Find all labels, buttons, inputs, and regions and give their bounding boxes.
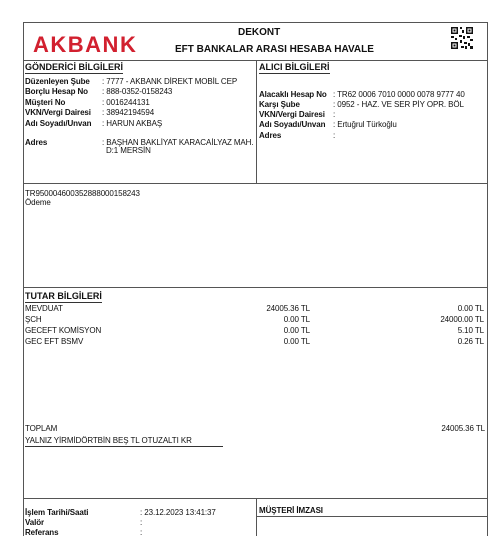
sender-value-name: : HARUN AKBAŞ — [102, 119, 163, 128]
in-words-underline — [25, 446, 223, 447]
amount-col2-commission: 5.10 TL — [457, 326, 484, 335]
amount-label-deposit: MEVDUAT — [25, 304, 63, 313]
sender-label-customer-no: Müşteri No — [25, 98, 66, 107]
receiver-value-address: : — [333, 131, 336, 140]
receiver-value-name: : Ertuğrul Türkoğlu — [333, 120, 397, 129]
sender-value-account: : 888-0352-0158243 — [102, 87, 173, 96]
description-iban: TR950004600352888000158243 — [25, 189, 140, 198]
info-vertical-divider — [256, 60, 257, 184]
akbank-logo: AKBANK — [33, 32, 138, 57]
amount-col1-commission: 0.00 TL — [283, 326, 310, 335]
amount-col2-deposit: 0.00 TL — [457, 304, 484, 313]
amount-label-bsmv: GEC EFT BSMV — [25, 337, 84, 346]
footer-value-datetime: : 23.12.2023 13:41:37 — [140, 508, 216, 517]
receiver-label-name: Adı Soyadı/Unvan — [259, 120, 326, 129]
footer-label-datetime: İşlem Tarihi/Saati — [25, 508, 89, 517]
amount-label-commission: GECEFT KOMİSYON — [25, 326, 102, 335]
footer-vertical-divider — [256, 498, 257, 536]
footer-label-value-date: Valör — [25, 518, 45, 527]
receiver-value-tax: : — [333, 110, 336, 119]
signature-heading: MÜŞTERİ İMZASI — [259, 506, 323, 515]
frame-right — [487, 22, 488, 536]
frame-top — [23, 22, 488, 23]
amount-col1-sch: 0.00 TL — [283, 315, 310, 324]
receiver-label-address: Adres — [259, 131, 282, 140]
amounts-heading: TUTAR BİLGİLERİ — [25, 291, 102, 301]
receiver-value-account: : TR62 0006 7010 0000 0078 9777 40 — [333, 90, 465, 99]
receiver-label-account: Alacaklı Hesap No — [259, 90, 327, 99]
frame-left — [23, 22, 24, 536]
document-subtitle: EFT BANKALAR ARASI HESABA HAVALE — [175, 44, 374, 55]
receiver-label-tax: VKN/Vergi Dairesi — [259, 110, 325, 119]
sender-value-branch: : 7777 - AKBANK DİREKT MOBİL CEP — [102, 77, 238, 86]
receiver-label-branch: Karşı Şube — [259, 100, 300, 109]
sender-label-account: Borçlu Hesap No — [25, 87, 88, 96]
amount-label-sch: ŞCH — [25, 315, 42, 324]
amount-col2-sch: 24000.00 TL — [440, 315, 484, 324]
amount-col2-bsmv: 0.26 TL — [457, 337, 484, 346]
document-title: DEKONT — [238, 27, 281, 38]
total-value: 24005.36 TL — [441, 424, 485, 433]
amount-col1-deposit: 24005.36 TL — [266, 304, 310, 313]
sender-address-line2: D:1 MERSİN — [106, 146, 151, 155]
sender-value-customer-no: : 0016244131 — [102, 98, 150, 107]
footer-value-value-date: : — [140, 518, 143, 527]
total-label: TOPLAM — [25, 424, 58, 433]
signature-underline — [257, 516, 487, 517]
footer-label-reference: Referans — [25, 528, 59, 537]
sender-value-address: : BAŞHAN BAKLİYAT KARACAİLYAZ MAH. — [102, 138, 254, 147]
sender-label-address: Adres — [25, 138, 48, 147]
amount-in-words: YALNIZ YİRMİDÖRTBİN BEŞ TL OTUZALTI KR — [25, 436, 192, 445]
sender-label-name: Adı Soyadı/Unvan — [25, 119, 92, 128]
sender-value-tax: : 38942194594 — [102, 108, 155, 117]
qr-code-icon — [450, 26, 474, 50]
receiver-heading: ALICI BİLGİLERİ — [259, 62, 330, 72]
footer-value-reference: : — [140, 528, 143, 537]
description-text: Ödeme — [25, 198, 51, 207]
receiver-value-branch: : 0952 - HAZ. VE SER PİY OPR. BÖL — [333, 100, 464, 109]
desc-divider — [23, 287, 488, 288]
amount-col1-bsmv: 0.00 TL — [283, 337, 310, 346]
sender-heading: GÖNDERİCİ BİLGİLERİ — [25, 62, 124, 72]
sender-label-branch: Düzenleyen Şube — [25, 77, 90, 86]
sender-label-tax: VKN/Vergi Dairesi — [25, 108, 91, 117]
